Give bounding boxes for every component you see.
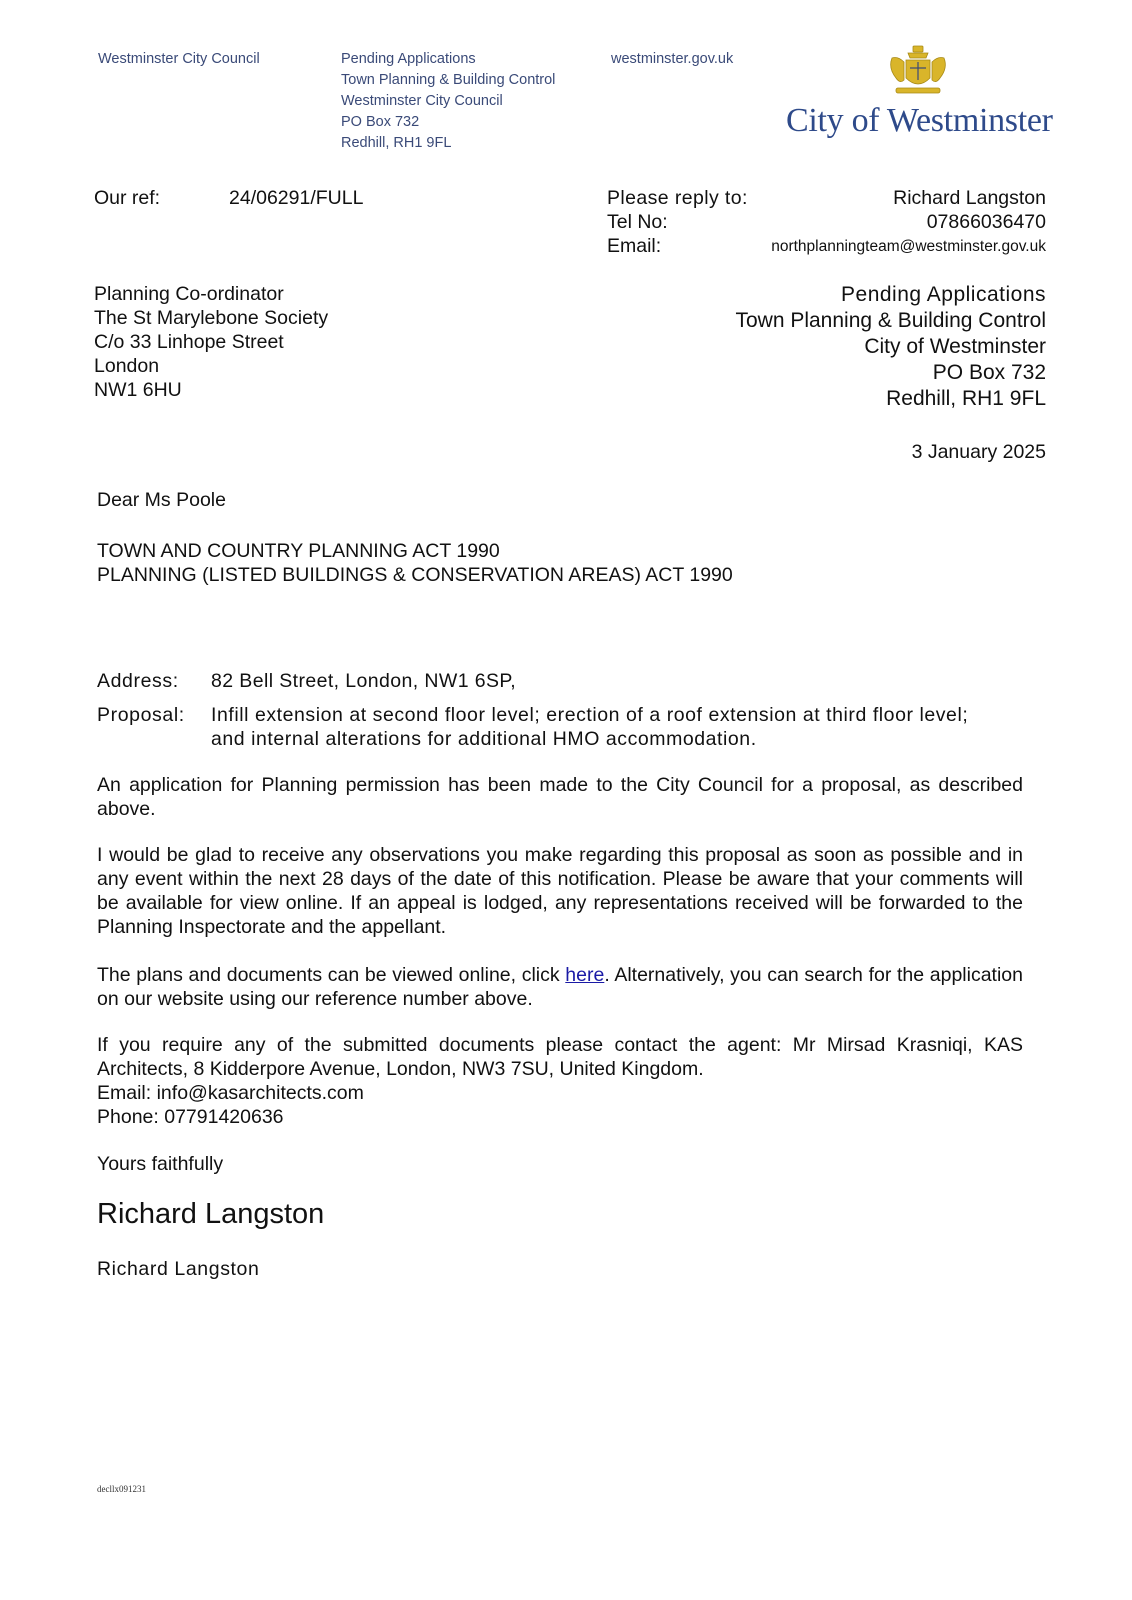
paragraph-agent [97,1033,1023,1129]
closing: Yours faithfully [97,1153,224,1175]
dept-line: Town Planning & Building Control [341,72,556,88]
dept-line: Pending Applications [341,51,476,67]
proposal-label: Proposal: [97,704,185,726]
paragraph-plans: The plans and documents can be viewed online, click here. Alternatively, you can search for the application on our website using our reference number above. [97,964,1023,1010]
proposal-line-2: and internal alterations for additional HMO accommodation. [211,728,757,750]
reply-to-name: Richard Langston [893,187,1046,209]
recipient-line: NW1 6HU [94,379,182,401]
letter-date: 3 January 2025 [911,441,1046,463]
return-line: City of Westminster [864,335,1046,358]
dept-line: Westminster City Council [341,93,503,109]
return-line: PO Box 732 [932,361,1046,384]
recipient-line: London [94,355,160,377]
proposal-row [97,703,968,727]
signatory-name: Richard Langston [97,1258,260,1280]
agent-email[interactable]: Email: info@kasarchitects.com [97,1082,364,1104]
address-value: 82 Bell Street, London, NW1 6SP, [211,670,517,692]
signature: Richard Langston [97,1198,325,1230]
salutation: Dear Ms Poole [97,489,226,511]
act-line: PLANNING (LISTED BUILDINGS & CONSERVATION AREAS) ACT 1990 [97,564,733,586]
website-link[interactable]: westminster.gov.uk [611,51,734,67]
email-value[interactable]: northplanningteam@westminster.gov.uk [771,238,1046,255]
return-line: Town Planning & Building Control [735,309,1046,332]
recipient-line: C/o 33 Linhope Street [94,331,284,353]
proposal-line-1: Infill extension at second floor level; erection of a roof extension at third floor level; [211,704,969,726]
address-label: Address: [97,670,179,692]
logo-wordmark: City of Westminster [786,102,1053,139]
dept-line: PO Box 732 [341,114,420,130]
footer-code: decllx091231 [97,1484,146,1494]
crest-icon [886,44,950,96]
recipient-line: The St Marylebone Society [94,307,329,329]
our-ref-label: Our ref: [94,187,161,209]
paragraph-application: An application for Planning permission has been made to the City Council for a proposal, as described above. [97,774,1023,820]
our-ref-value: 24/06291/FULL [229,187,364,209]
return-address [735,282,1046,412]
recipient-line: Planning Co-ordinator [94,283,284,305]
agent-details: If you require any of the submitted documents please contact the agent: Mr Mirsad Krasniqi, KAS Architects, 8 Kidderpore Avenue, London, NW3 7SU, United Kingdom. [97,1034,1023,1080]
email-label: Email: [607,235,662,257]
tel-value: 07866036470 [926,211,1046,233]
agent-phone[interactable]: Phone: 07791420636 [97,1106,284,1128]
act-line: TOWN AND COUNTRY PLANNING ACT 1990 [97,540,500,562]
return-line: Pending Applications [841,283,1046,306]
reply-to-label: Please reply to: [607,187,748,209]
tel-label: Tel No: [607,211,668,233]
acts-heading [97,539,733,587]
return-line: Redhill, RH1 9FL [886,387,1046,410]
department-address [341,49,555,154]
address-row [97,669,516,693]
paragraph-observations: I would be glad to receive any observations you make regarding this proposal as soon as possible and in any event within the next 28 days of the date of this notification. Please be aware that your comments will be available for view online. If an appeal is lodged, any representations received will be forwarded to the Planning Inspectorate and the appellant. [97,844,1023,938]
here-link[interactable]: here [565,964,605,986]
council-name: Westminster City Council [98,51,260,67]
recipient-address [94,282,328,402]
dept-line: Redhill, RH1 9FL [341,135,452,151]
